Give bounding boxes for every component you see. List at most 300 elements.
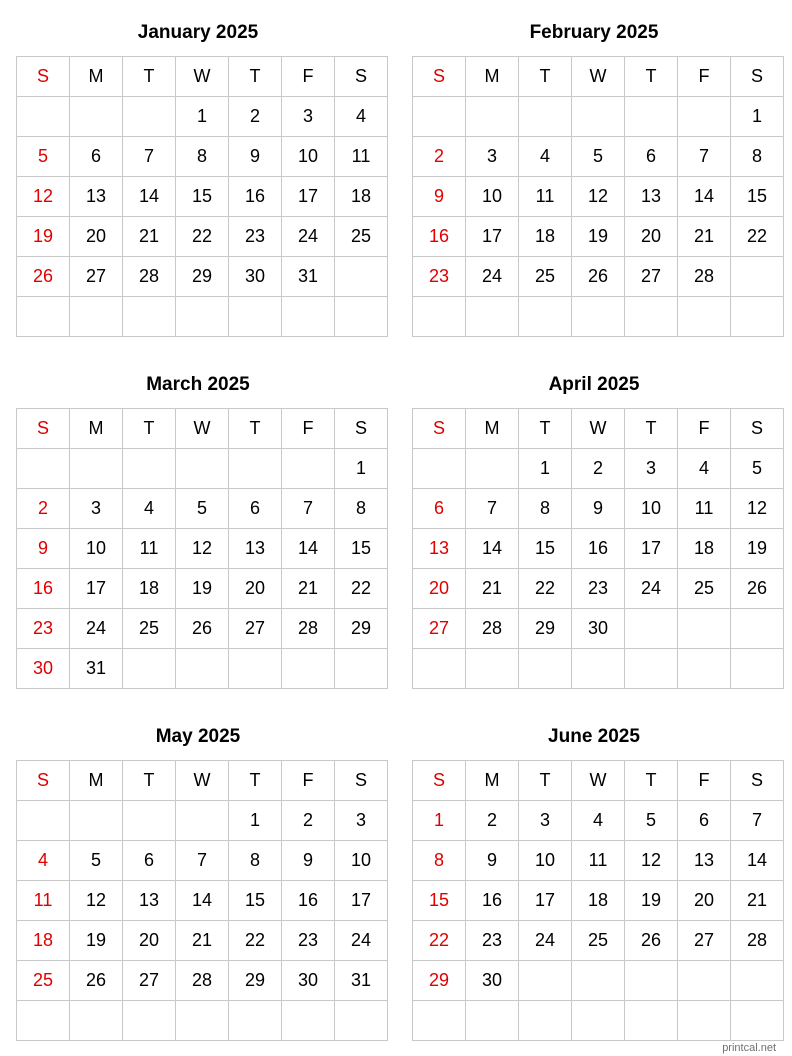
empty-day-cell <box>625 1001 678 1041</box>
week-row <box>17 97 388 137</box>
day-cell: 26 <box>625 921 678 961</box>
empty-day-cell <box>572 961 625 1001</box>
empty-day-cell <box>572 1001 625 1041</box>
day-cell: 12 <box>625 841 678 881</box>
month-february-2025 <box>412 22 776 337</box>
weekday-header-row <box>17 57 388 97</box>
day-cell: 29 <box>413 961 466 1001</box>
day-cell: 5 <box>731 449 784 489</box>
day-cell: 4 <box>519 137 572 177</box>
empty-day-cell <box>17 297 70 337</box>
empty-day-cell <box>731 609 784 649</box>
month-title: April 2025 <box>548 374 640 395</box>
empty-day-cell <box>519 649 572 689</box>
weekday-header: F <box>282 409 335 449</box>
day-cell: 4 <box>123 489 176 529</box>
empty-day-cell <box>413 97 466 137</box>
empty-day-cell <box>17 97 70 137</box>
weekday-header: T <box>123 409 176 449</box>
empty-day-cell <box>176 649 229 689</box>
empty-day-cell <box>282 449 335 489</box>
week-row <box>17 801 388 841</box>
day-cell: 23 <box>17 609 70 649</box>
day-cell: 14 <box>731 841 784 881</box>
day-cell: 5 <box>625 801 678 841</box>
day-cell: 20 <box>678 881 731 921</box>
week-row <box>17 529 388 569</box>
day-cell: 8 <box>519 489 572 529</box>
day-cell: 24 <box>335 921 388 961</box>
day-cell: 17 <box>335 881 388 921</box>
month-title: June 2025 <box>548 726 640 747</box>
day-cell: 12 <box>731 489 784 529</box>
weekday-header: S <box>731 57 784 97</box>
day-cell: 23 <box>282 921 335 961</box>
empty-day-cell <box>678 97 731 137</box>
week-row <box>413 1001 784 1041</box>
empty-day-cell <box>466 1001 519 1041</box>
day-cell: 20 <box>625 217 678 257</box>
day-cell: 2 <box>413 137 466 177</box>
day-cell: 25 <box>572 921 625 961</box>
month-january-2025 <box>16 22 380 337</box>
empty-day-cell <box>678 1001 731 1041</box>
day-cell: 17 <box>282 177 335 217</box>
empty-day-cell <box>123 1001 176 1041</box>
empty-day-cell <box>229 449 282 489</box>
day-cell: 28 <box>731 921 784 961</box>
day-cell: 26 <box>572 257 625 297</box>
empty-day-cell <box>123 97 176 137</box>
day-cell: 27 <box>70 257 123 297</box>
day-cell: 31 <box>335 961 388 1001</box>
day-cell: 10 <box>282 137 335 177</box>
week-row <box>413 529 784 569</box>
day-cell: 29 <box>335 609 388 649</box>
empty-day-cell <box>335 649 388 689</box>
weekday-header: S <box>335 761 388 801</box>
day-cell: 11 <box>17 881 70 921</box>
week-row <box>17 137 388 177</box>
day-cell: 18 <box>335 177 388 217</box>
day-cell: 18 <box>519 217 572 257</box>
day-cell: 3 <box>335 801 388 841</box>
empty-day-cell <box>335 1001 388 1041</box>
day-cell: 4 <box>17 841 70 881</box>
weekday-header: T <box>229 57 282 97</box>
day-cell: 25 <box>17 961 70 1001</box>
weekday-header: T <box>519 409 572 449</box>
weekday-header: S <box>17 57 70 97</box>
week-row <box>17 1001 388 1041</box>
weekday-header: S <box>17 409 70 449</box>
day-cell: 31 <box>282 257 335 297</box>
empty-day-cell <box>625 961 678 1001</box>
week-row <box>413 137 784 177</box>
empty-day-cell <box>731 961 784 1001</box>
weekday-header: T <box>519 57 572 97</box>
day-cell: 13 <box>70 177 123 217</box>
day-cell: 21 <box>466 569 519 609</box>
day-cell: 5 <box>70 841 123 881</box>
empty-day-cell <box>572 649 625 689</box>
day-cell: 29 <box>229 961 282 1001</box>
day-cell: 2 <box>229 97 282 137</box>
day-cell: 15 <box>335 529 388 569</box>
day-cell: 19 <box>17 217 70 257</box>
month-grid <box>16 760 388 1041</box>
week-row <box>413 297 784 337</box>
day-cell: 30 <box>466 961 519 1001</box>
day-cell: 11 <box>519 177 572 217</box>
day-cell: 19 <box>176 569 229 609</box>
weekday-header: M <box>466 57 519 97</box>
weekday-header: F <box>678 409 731 449</box>
weekday-header-row <box>17 761 388 801</box>
day-cell: 13 <box>625 177 678 217</box>
empty-day-cell <box>519 297 572 337</box>
weekday-header: W <box>176 57 229 97</box>
day-cell: 8 <box>413 841 466 881</box>
week-row <box>413 881 784 921</box>
empty-day-cell <box>519 1001 572 1041</box>
empty-day-cell <box>17 1001 70 1041</box>
day-cell: 6 <box>678 801 731 841</box>
week-row <box>413 921 784 961</box>
week-row <box>17 881 388 921</box>
day-cell: 19 <box>572 217 625 257</box>
day-cell: 28 <box>678 257 731 297</box>
day-cell: 30 <box>17 649 70 689</box>
empty-day-cell <box>731 297 784 337</box>
empty-day-cell <box>176 449 229 489</box>
week-row <box>413 569 784 609</box>
week-row <box>17 489 388 529</box>
weekday-header: M <box>70 409 123 449</box>
day-cell: 18 <box>572 881 625 921</box>
day-cell: 7 <box>731 801 784 841</box>
week-row <box>413 217 784 257</box>
day-cell: 21 <box>123 217 176 257</box>
day-cell: 4 <box>335 97 388 137</box>
empty-day-cell <box>413 1001 466 1041</box>
day-cell: 6 <box>625 137 678 177</box>
week-row <box>17 649 388 689</box>
week-row <box>17 841 388 881</box>
weekday-header-row <box>413 57 784 97</box>
month-grid <box>16 408 388 689</box>
day-cell: 14 <box>123 177 176 217</box>
day-cell: 10 <box>70 529 123 569</box>
day-cell: 14 <box>176 881 229 921</box>
day-cell: 7 <box>123 137 176 177</box>
empty-day-cell <box>70 449 123 489</box>
day-cell: 22 <box>176 217 229 257</box>
day-cell: 1 <box>229 801 282 841</box>
week-row <box>413 649 784 689</box>
weekday-header: S <box>413 761 466 801</box>
day-cell: 11 <box>572 841 625 881</box>
empty-day-cell <box>176 297 229 337</box>
weekday-header: T <box>625 409 678 449</box>
week-row <box>17 177 388 217</box>
empty-day-cell <box>17 801 70 841</box>
day-cell: 19 <box>731 529 784 569</box>
month-june-2025 <box>412 726 776 1041</box>
weekday-header-row <box>17 409 388 449</box>
empty-day-cell <box>466 449 519 489</box>
day-cell: 18 <box>678 529 731 569</box>
weekday-header: F <box>678 761 731 801</box>
day-cell: 26 <box>176 609 229 649</box>
day-cell: 16 <box>572 529 625 569</box>
day-cell: 12 <box>176 529 229 569</box>
empty-day-cell <box>572 97 625 137</box>
empty-day-cell <box>282 649 335 689</box>
empty-day-cell <box>229 297 282 337</box>
week-row <box>17 297 388 337</box>
weekday-header: F <box>282 761 335 801</box>
day-cell: 17 <box>466 217 519 257</box>
week-row <box>17 961 388 1001</box>
day-cell: 9 <box>282 841 335 881</box>
empty-day-cell <box>282 297 335 337</box>
day-cell: 20 <box>70 217 123 257</box>
day-cell: 30 <box>282 961 335 1001</box>
day-cell: 15 <box>229 881 282 921</box>
day-cell: 2 <box>282 801 335 841</box>
day-cell: 7 <box>282 489 335 529</box>
day-cell: 23 <box>466 921 519 961</box>
empty-day-cell <box>123 297 176 337</box>
day-cell: 18 <box>17 921 70 961</box>
day-cell: 1 <box>519 449 572 489</box>
day-cell: 9 <box>466 841 519 881</box>
day-cell: 7 <box>466 489 519 529</box>
day-cell: 7 <box>176 841 229 881</box>
month-grid <box>412 408 784 689</box>
day-cell: 26 <box>17 257 70 297</box>
weekday-header: S <box>731 761 784 801</box>
day-cell: 28 <box>176 961 229 1001</box>
month-april-2025 <box>412 374 776 689</box>
weekday-header: S <box>335 409 388 449</box>
weekday-header: S <box>413 57 466 97</box>
day-cell: 25 <box>123 609 176 649</box>
weekday-header: T <box>123 761 176 801</box>
day-cell: 4 <box>572 801 625 841</box>
empty-day-cell <box>678 961 731 1001</box>
day-cell: 10 <box>519 841 572 881</box>
month-grid <box>412 56 784 337</box>
empty-day-cell <box>17 449 70 489</box>
empty-day-cell <box>466 97 519 137</box>
empty-day-cell <box>519 961 572 1001</box>
empty-day-cell <box>123 449 176 489</box>
day-cell: 27 <box>625 257 678 297</box>
empty-day-cell <box>413 449 466 489</box>
day-cell: 27 <box>229 609 282 649</box>
day-cell: 22 <box>731 217 784 257</box>
day-cell: 3 <box>282 97 335 137</box>
day-cell: 5 <box>17 137 70 177</box>
empty-day-cell <box>413 297 466 337</box>
month-may-2025 <box>16 726 380 1041</box>
day-cell: 11 <box>123 529 176 569</box>
day-cell: 14 <box>282 529 335 569</box>
weekday-header: F <box>282 57 335 97</box>
week-row <box>413 801 784 841</box>
day-cell: 2 <box>466 801 519 841</box>
day-cell: 13 <box>229 529 282 569</box>
month-grid <box>412 760 784 1041</box>
empty-day-cell <box>625 97 678 137</box>
week-row <box>413 841 784 881</box>
empty-day-cell <box>229 1001 282 1041</box>
empty-day-cell <box>413 649 466 689</box>
day-cell: 23 <box>229 217 282 257</box>
empty-day-cell <box>625 297 678 337</box>
weekday-header: M <box>466 409 519 449</box>
day-cell: 3 <box>70 489 123 529</box>
weekday-header-row <box>413 761 784 801</box>
day-cell: 24 <box>70 609 123 649</box>
source-credit: printcal.net <box>722 1042 776 1054</box>
day-cell: 29 <box>176 257 229 297</box>
month-grid <box>16 56 388 337</box>
weekday-header: T <box>519 761 572 801</box>
empty-day-cell <box>176 1001 229 1041</box>
day-cell: 25 <box>519 257 572 297</box>
empty-day-cell <box>70 801 123 841</box>
weekday-header: S <box>17 761 70 801</box>
day-cell: 27 <box>413 609 466 649</box>
week-row <box>413 257 784 297</box>
weekday-header: W <box>572 57 625 97</box>
empty-day-cell <box>625 649 678 689</box>
day-cell: 16 <box>466 881 519 921</box>
day-cell: 4 <box>678 449 731 489</box>
day-cell: 1 <box>413 801 466 841</box>
day-cell: 21 <box>678 217 731 257</box>
day-cell: 13 <box>678 841 731 881</box>
empty-day-cell <box>519 97 572 137</box>
day-cell: 21 <box>282 569 335 609</box>
day-cell: 21 <box>731 881 784 921</box>
week-row <box>413 609 784 649</box>
weekday-header: M <box>466 761 519 801</box>
weekday-header: W <box>176 409 229 449</box>
day-cell: 13 <box>413 529 466 569</box>
empty-day-cell <box>176 801 229 841</box>
weekday-header: T <box>229 409 282 449</box>
day-cell: 9 <box>572 489 625 529</box>
day-cell: 30 <box>229 257 282 297</box>
day-cell: 1 <box>335 449 388 489</box>
day-cell: 22 <box>229 921 282 961</box>
weekday-header: W <box>572 409 625 449</box>
day-cell: 12 <box>17 177 70 217</box>
day-cell: 12 <box>70 881 123 921</box>
day-cell: 18 <box>123 569 176 609</box>
weekday-header: S <box>413 409 466 449</box>
day-cell: 15 <box>176 177 229 217</box>
day-cell: 10 <box>625 489 678 529</box>
day-cell: 22 <box>413 921 466 961</box>
empty-day-cell <box>678 609 731 649</box>
week-row <box>17 921 388 961</box>
day-cell: 16 <box>413 217 466 257</box>
day-cell: 8 <box>229 841 282 881</box>
empty-day-cell <box>335 297 388 337</box>
day-cell: 14 <box>466 529 519 569</box>
day-cell: 6 <box>413 489 466 529</box>
day-cell: 1 <box>176 97 229 137</box>
month-title: May 2025 <box>155 726 241 747</box>
empty-day-cell <box>731 257 784 297</box>
day-cell: 20 <box>123 921 176 961</box>
day-cell: 31 <box>70 649 123 689</box>
day-cell: 13 <box>123 881 176 921</box>
empty-day-cell <box>466 649 519 689</box>
day-cell: 10 <box>466 177 519 217</box>
day-cell: 27 <box>678 921 731 961</box>
day-cell: 21 <box>176 921 229 961</box>
empty-day-cell <box>625 609 678 649</box>
day-cell: 15 <box>731 177 784 217</box>
day-cell: 15 <box>413 881 466 921</box>
day-cell: 3 <box>466 137 519 177</box>
weekday-header: M <box>70 57 123 97</box>
empty-day-cell <box>70 297 123 337</box>
day-cell: 6 <box>70 137 123 177</box>
day-cell: 24 <box>625 569 678 609</box>
month-title: January 2025 <box>137 22 259 43</box>
day-cell: 20 <box>229 569 282 609</box>
week-row <box>17 569 388 609</box>
day-cell: 11 <box>678 489 731 529</box>
week-row <box>17 449 388 489</box>
day-cell: 29 <box>519 609 572 649</box>
weekday-header: T <box>229 761 282 801</box>
day-cell: 23 <box>572 569 625 609</box>
weekday-header: W <box>572 761 625 801</box>
day-cell: 26 <box>70 961 123 1001</box>
day-cell: 10 <box>335 841 388 881</box>
weekday-header: S <box>731 409 784 449</box>
month-title: February 2025 <box>529 22 659 43</box>
weekday-header-row <box>413 409 784 449</box>
day-cell: 5 <box>572 137 625 177</box>
day-cell: 25 <box>678 569 731 609</box>
day-cell: 15 <box>519 529 572 569</box>
day-cell: 16 <box>282 881 335 921</box>
empty-day-cell <box>678 649 731 689</box>
day-cell: 17 <box>625 529 678 569</box>
day-cell: 27 <box>123 961 176 1001</box>
day-cell: 17 <box>519 881 572 921</box>
day-cell: 22 <box>335 569 388 609</box>
day-cell: 2 <box>17 489 70 529</box>
day-cell: 5 <box>176 489 229 529</box>
day-cell: 9 <box>17 529 70 569</box>
day-cell: 9 <box>229 137 282 177</box>
day-cell: 11 <box>335 137 388 177</box>
weekday-header: F <box>678 57 731 97</box>
day-cell: 28 <box>123 257 176 297</box>
day-cell: 6 <box>229 489 282 529</box>
day-cell: 6 <box>123 841 176 881</box>
